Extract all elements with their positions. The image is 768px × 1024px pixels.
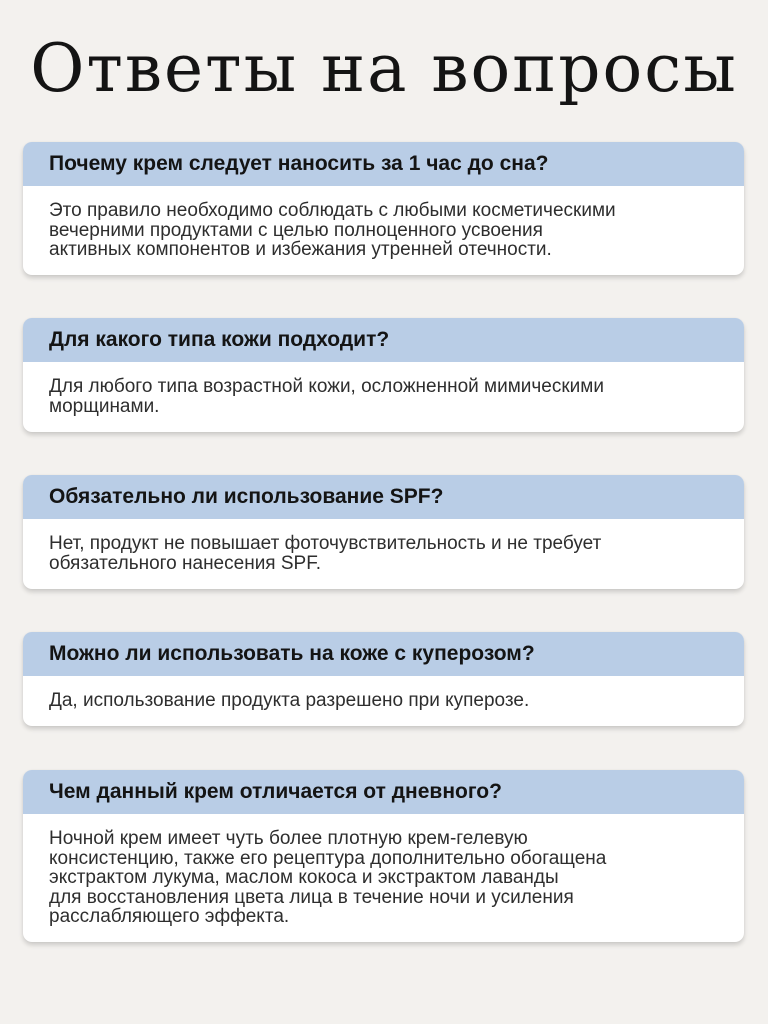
faq-answer-line: расслабляющего эффекта. xyxy=(49,906,290,927)
faq-answer-line: экстрактом лукума, маслом кокоса и экстрактом лаванды xyxy=(49,867,559,888)
faq-answer-line: для восстановления цвета лица в течение ночи и усиления xyxy=(49,886,574,908)
faq-answer-line: консистенцию, также его рецептура дополнительно обогащена xyxy=(49,847,607,869)
faq-answer xyxy=(23,186,744,260)
faq-card-day-vs-night xyxy=(23,770,744,942)
faq-answer xyxy=(23,362,744,416)
page-title: Ответы на вопросы xyxy=(30,30,738,107)
faq-answer xyxy=(23,814,744,927)
faq-answer-line: морщинами. xyxy=(49,395,160,417)
faq-answer-line: вечерними продуктами с целью полноценного усвоения xyxy=(49,219,543,241)
faq-answer-line: Ночной крем имеет чуть более плотную крем-гелевую xyxy=(49,828,528,849)
faq-answer-line: активных компонентов и избежания утренней отечности. xyxy=(49,239,552,260)
faq-card-spf xyxy=(23,475,744,589)
faq-card-couperose xyxy=(23,632,744,726)
faq-card-skin-type xyxy=(23,318,744,432)
faq-question: Для какого типа кожи подходит? xyxy=(23,318,744,362)
faq-question: Почему крем следует наносить за 1 час до сна? xyxy=(23,142,744,186)
faq-answer-line: Это правило необходимо соблюдать с любыми косметическими xyxy=(49,200,616,221)
faq-question: Чем данный крем отличается от дневного? xyxy=(23,770,744,814)
faq-card-night-application xyxy=(23,142,744,275)
faq-question: Можно ли использовать на коже с куперозом? xyxy=(23,632,744,676)
faq-answer xyxy=(23,676,744,711)
faq-answer-line: Для любого типа возрастной кожи, осложненной мимическими xyxy=(49,376,604,397)
faq-answer-line: обязательного нанесения SPF. xyxy=(49,552,321,574)
faq-answer xyxy=(23,519,744,573)
faq-answer-line: Нет, продукт не повышает фоточувствительность и не требует xyxy=(49,533,602,554)
faq-answer-line: Да, использование продукта разрешено при куперозе. xyxy=(49,690,530,711)
faq-question: Обязательно ли использование SPF? xyxy=(23,475,744,519)
